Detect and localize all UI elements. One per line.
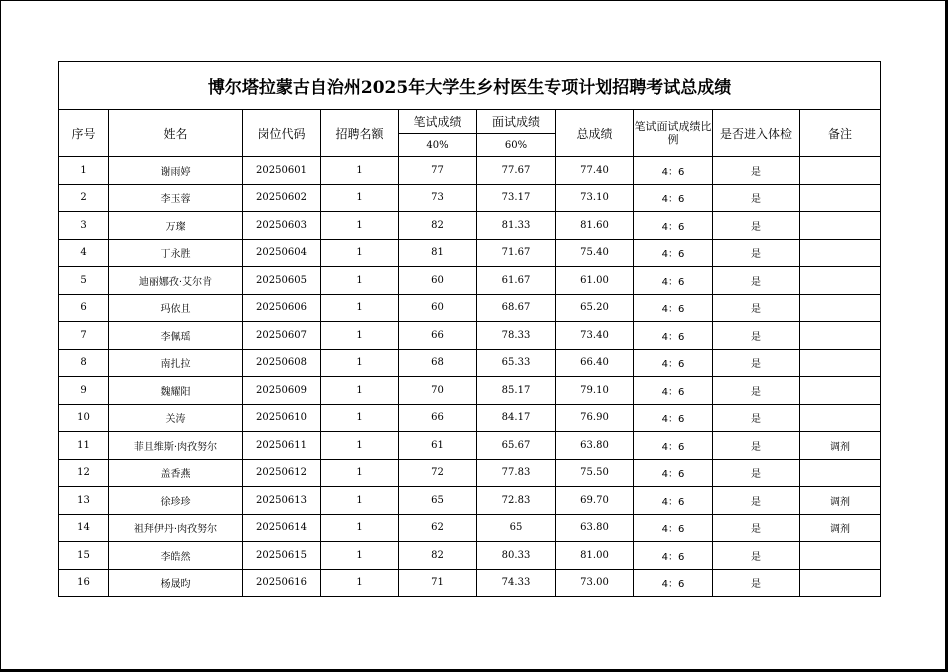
cell-interview: 72.83 [477,487,556,515]
cell-interview: 80.33 [477,542,556,570]
cell-remark [800,267,881,295]
cell-quota: 1 [321,239,399,267]
cell-ratio: 4：6 [634,239,713,267]
cell-name: 万璨 [109,212,243,240]
table-row [59,322,881,350]
cell-remark: 调剂 [800,514,881,542]
cell-name: 李玉蓉 [109,184,243,212]
cell-written: 81 [399,239,477,267]
cell-ratio: 4：6 [634,322,713,350]
cell-interview: 65.67 [477,432,556,460]
cell-ratio: 4：6 [634,487,713,515]
cell-remark [800,542,881,570]
cell-seq: 15 [59,542,109,570]
cell-physical: 是 [713,239,800,267]
cell-seq: 1 [59,157,109,185]
cell-interview: 65 [477,514,556,542]
cell-ratio: 4：6 [634,294,713,322]
cell-name: 南扎拉 [109,349,243,377]
cell-written: 61 [399,432,477,460]
cell-seq: 6 [59,294,109,322]
cell-remark: 调剂 [800,487,881,515]
cell-name: 玛依且 [109,294,243,322]
cell-seq: 10 [59,404,109,432]
cell-interview: 68.67 [477,294,556,322]
cell-physical: 是 [713,514,800,542]
header-remark: 备注 [800,110,881,157]
cell-quota: 1 [321,267,399,295]
cell-name: 关涛 [109,404,243,432]
cell-total: 61.00 [556,267,634,295]
cell-interview: 77.67 [477,157,556,185]
cell-total: 73.00 [556,569,634,597]
cell-written: 60 [399,294,477,322]
header-post-code: 岗位代码 [243,110,321,157]
cell-seq: 5 [59,267,109,295]
cell-quota: 1 [321,432,399,460]
cell-ratio: 4：6 [634,569,713,597]
cell-quota: 1 [321,157,399,185]
cell-interview: 71.67 [477,239,556,267]
cell-remark: 调剂 [800,432,881,460]
cell-quota: 1 [321,377,399,405]
cell-quota: 1 [321,487,399,515]
cell-post-code: 20250601 [243,157,321,185]
header-name: 姓名 [109,110,243,157]
cell-ratio: 4：6 [634,514,713,542]
cell-quota: 1 [321,404,399,432]
cell-written: 62 [399,514,477,542]
header-interview-weight: 60% [477,134,556,157]
table-row [59,212,881,240]
cell-written: 82 [399,212,477,240]
cell-seq: 9 [59,377,109,405]
cell-quota: 1 [321,212,399,240]
cell-written: 77 [399,157,477,185]
cell-seq: 14 [59,514,109,542]
table-row [59,432,881,460]
cell-physical: 是 [713,294,800,322]
header-ratio: 笔试面试成绩比例 [634,110,713,157]
table-row [59,267,881,295]
cell-ratio: 4：6 [634,377,713,405]
cell-ratio: 4：6 [634,404,713,432]
cell-total: 76.90 [556,404,634,432]
cell-remark [800,184,881,212]
cell-physical: 是 [713,569,800,597]
cell-post-code: 20250605 [243,267,321,295]
header-written-weight: 40% [399,134,477,157]
cell-physical: 是 [713,267,800,295]
cell-physical: 是 [713,432,800,460]
cell-name: 菲且维斯·肉孜努尔 [109,432,243,460]
header-physical: 是否进入体检 [713,110,800,157]
cell-remark [800,294,881,322]
cell-name: 魏耀阳 [109,377,243,405]
cell-physical: 是 [713,212,800,240]
cell-remark [800,569,881,597]
cell-post-code: 20250603 [243,212,321,240]
table-row [59,239,881,267]
cell-post-code: 20250608 [243,349,321,377]
cell-post-code: 20250602 [243,184,321,212]
cell-total: 77.40 [556,157,634,185]
table-row [59,542,881,570]
cell-ratio: 4：6 [634,267,713,295]
cell-remark [800,157,881,185]
cell-ratio: 4：6 [634,157,713,185]
cell-total: 66.40 [556,349,634,377]
cell-quota: 1 [321,542,399,570]
cell-seq: 3 [59,212,109,240]
cell-written: 65 [399,487,477,515]
cell-quota: 1 [321,459,399,487]
cell-post-code: 20250611 [243,432,321,460]
cell-remark [800,349,881,377]
cell-ratio: 4：6 [634,432,713,460]
cell-total: 73.40 [556,322,634,350]
table-row [59,569,881,597]
table-row [59,404,881,432]
cell-total: 73.10 [556,184,634,212]
cell-interview: 73.17 [477,184,556,212]
cell-total: 81.60 [556,212,634,240]
cell-post-code: 20250607 [243,322,321,350]
score-table [58,61,881,597]
table-row [59,157,881,185]
cell-total: 63.80 [556,514,634,542]
cell-interview: 74.33 [477,569,556,597]
cell-written: 73 [399,184,477,212]
cell-written: 68 [399,349,477,377]
cell-post-code: 20250614 [243,514,321,542]
cell-written: 82 [399,542,477,570]
cell-name: 迪丽娜孜·艾尔肯 [109,267,243,295]
cell-seq: 12 [59,459,109,487]
cell-name: 盖香燕 [109,459,243,487]
cell-name: 丁永胜 [109,239,243,267]
cell-ratio: 4：6 [634,184,713,212]
cell-quota: 1 [321,569,399,597]
table-row [59,377,881,405]
cell-interview: 77.83 [477,459,556,487]
cell-seq: 2 [59,184,109,212]
cell-post-code: 20250612 [243,459,321,487]
header-interview: 面试成绩 [477,110,556,134]
cell-ratio: 4：6 [634,212,713,240]
cell-total: 65.20 [556,294,634,322]
cell-ratio: 4：6 [634,349,713,377]
cell-physical: 是 [713,487,800,515]
cell-name: 谢雨婷 [109,157,243,185]
cell-remark [800,212,881,240]
cell-seq: 11 [59,432,109,460]
cell-interview: 65.33 [477,349,556,377]
cell-written: 60 [399,267,477,295]
cell-quota: 1 [321,322,399,350]
cell-physical: 是 [713,157,800,185]
table-title: 博尔塔拉蒙古自治州2025年大学生乡村医生专项计划招聘考试总成绩 [59,62,881,110]
cell-ratio: 4：6 [634,542,713,570]
cell-physical: 是 [713,349,800,377]
cell-name: 李皓然 [109,542,243,570]
cell-seq: 16 [59,569,109,597]
cell-physical: 是 [713,542,800,570]
cell-physical: 是 [713,377,800,405]
cell-total: 63.80 [556,432,634,460]
cell-written: 71 [399,569,477,597]
cell-post-code: 20250616 [243,569,321,597]
cell-interview: 84.17 [477,404,556,432]
cell-name: 杨晟昀 [109,569,243,597]
cell-post-code: 20250606 [243,294,321,322]
cell-quota: 1 [321,514,399,542]
header-total: 总成绩 [556,110,634,157]
cell-quota: 1 [321,184,399,212]
cell-post-code: 20250613 [243,487,321,515]
cell-total: 75.50 [556,459,634,487]
cell-seq: 4 [59,239,109,267]
cell-written: 72 [399,459,477,487]
cell-post-code: 20250604 [243,239,321,267]
cell-post-code: 20250609 [243,377,321,405]
cell-written: 70 [399,377,477,405]
cell-quota: 1 [321,294,399,322]
cell-seq: 8 [59,349,109,377]
cell-ratio: 4：6 [634,459,713,487]
cell-remark [800,322,881,350]
table-row [59,184,881,212]
cell-written: 66 [399,322,477,350]
cell-name: 徐珍珍 [109,487,243,515]
cell-quota: 1 [321,349,399,377]
cell-post-code: 20250615 [243,542,321,570]
cell-written: 66 [399,404,477,432]
cell-seq: 13 [59,487,109,515]
cell-remark [800,377,881,405]
cell-interview: 61.67 [477,267,556,295]
cell-remark [800,239,881,267]
cell-physical: 是 [713,322,800,350]
cell-physical: 是 [713,404,800,432]
table-row [59,349,881,377]
header-written: 笔试成绩 [399,110,477,134]
cell-remark [800,404,881,432]
cell-total: 81.00 [556,542,634,570]
cell-remark [800,459,881,487]
header-seq: 序号 [59,110,109,157]
table-row [59,294,881,322]
cell-total: 69.70 [556,487,634,515]
cell-physical: 是 [713,184,800,212]
cell-total: 79.10 [556,377,634,405]
cell-post-code: 20250610 [243,404,321,432]
table-row [59,487,881,515]
cell-name: 祖拜伊丹·肉孜努尔 [109,514,243,542]
cell-total: 75.40 [556,239,634,267]
cell-seq: 7 [59,322,109,350]
table-row [59,459,881,487]
cell-interview: 81.33 [477,212,556,240]
table-row [59,514,881,542]
cell-name: 李佩瑶 [109,322,243,350]
cell-interview: 78.33 [477,322,556,350]
cell-interview: 85.17 [477,377,556,405]
cell-physical: 是 [713,459,800,487]
header-quota: 招聘名额 [321,110,399,157]
